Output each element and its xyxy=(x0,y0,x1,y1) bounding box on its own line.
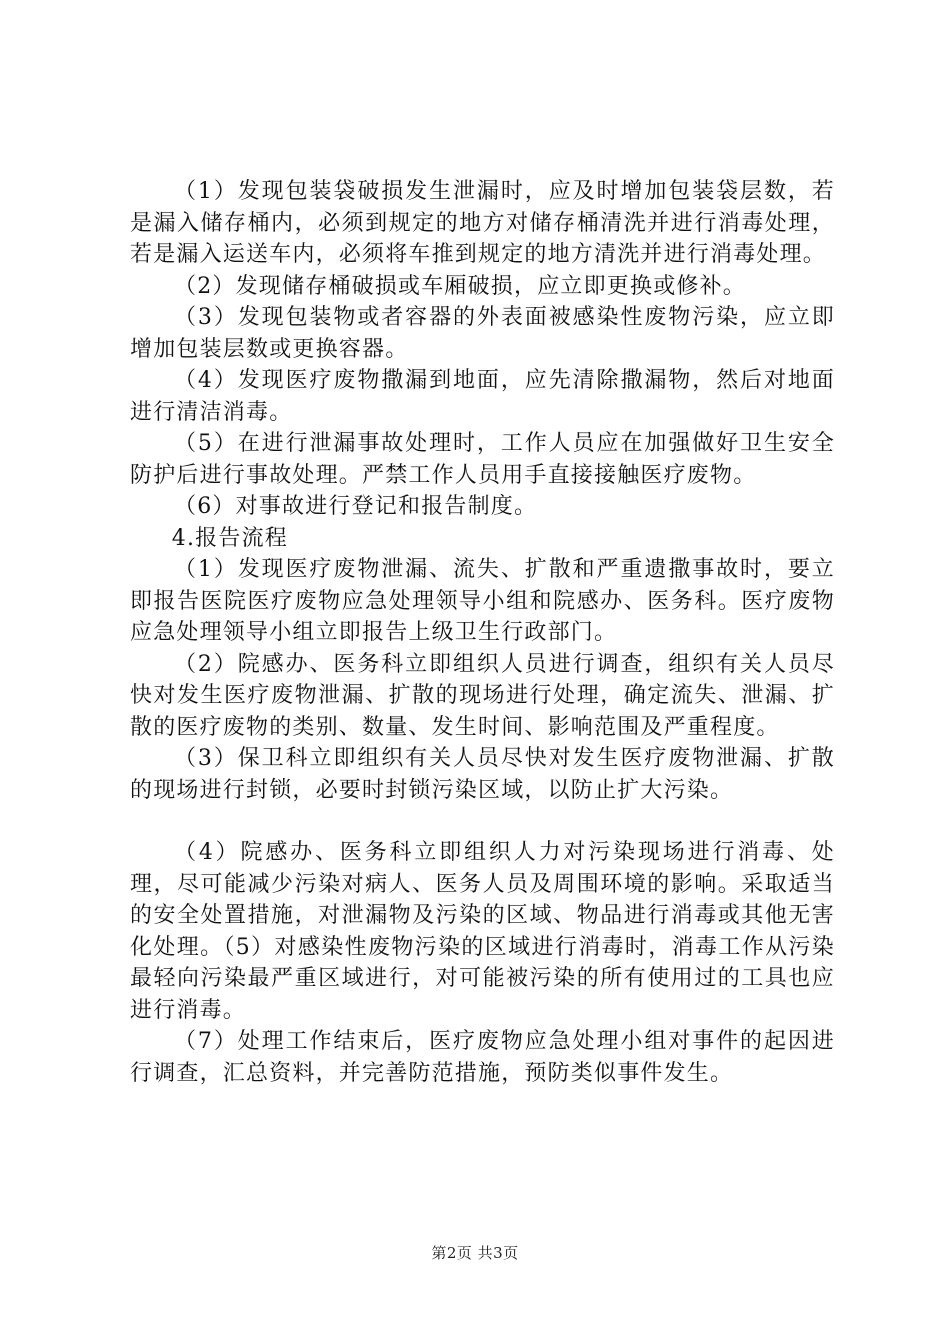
paragraph-2: （2）发现储存桶破损或车厢破损，应立即更换或修补。 xyxy=(174,273,746,299)
paragraph-1: （1）发现包装袋破损发生泄漏时，应及时增加包装袋层数，若是漏入储存桶内，必须到规定的地方对储存桶清洗并进行消毒处理，若是漏入运送车内，必须将车推到规定的地方清洗并进行消毒处理。 xyxy=(130,179,835,267)
paragraph-9: （3）保卫科立即组织有关人员尽快对发生医疗废物泄漏、扩散的现场进行封锁，必要时封锁污染区域，以防止扩大污染。 xyxy=(130,746,835,803)
paragraph-3: （3）发现包装物或者容器的外表面被感染性废物污染，应立即增加包装层数或更换容器。 xyxy=(130,305,835,362)
page-number-footer: 第2页 共3页 xyxy=(431,1244,519,1262)
paragraph-8: （2）院感办、医务科立即组织人员进行调查，组织有关人员尽快对发生医疗废物泄漏、扩散的现场进行处理，确定流失、泄漏、扩散的医疗废物的类别、数量、发生时间、影响范围及严重程度。 xyxy=(130,651,835,740)
paragraph-7: （1）发现医疗废物泄漏、流失、扩散和严重遗撒事故时，要立即报告医院医疗废物应急处理领导小组和院感办、医务科。医疗废物应急处理领导小组立即报告上级卫生行政部门。 xyxy=(130,557,835,645)
paragraph-10: （4）院感办、医务科立即组织人力对污染现场进行消毒、处理，尽可能减少污染对病人、医务人员及周围环境的影响。采取适当的安全处置措施，对泄漏物及污染的区域、物品进行消毒或其他无害化处理。（5）对感染性废物污染的区域进行消毒时，消毒工作从污染最轻向污染最严重区域进行，对可能被污染的所有使用过的工具也应进行消毒。 xyxy=(130,840,835,1023)
document-body xyxy=(130,176,835,1089)
paragraph-6: （6）对事故进行登记和报告制度。 xyxy=(174,494,538,519)
paragraph-5: （5）在进行泄漏事故处理时，工作人员应在加强做好卫生安全防护后进行事故处理。严禁工作人员用手直接接触医疗废物。 xyxy=(130,431,835,488)
paragraph-11: （7）处理工作结束后，医疗废物应急处理小组对事件的起因进行调查，汇总资料，并完善防范措施，预防类似事件发生。 xyxy=(130,1029,835,1086)
paragraph-4: （4）发现医疗废物撒漏到地面，应先清除撒漏物，然后对地面进行清洁消毒。 xyxy=(130,368,835,425)
section-heading-report-flow: 4.报告流程 xyxy=(171,525,288,551)
